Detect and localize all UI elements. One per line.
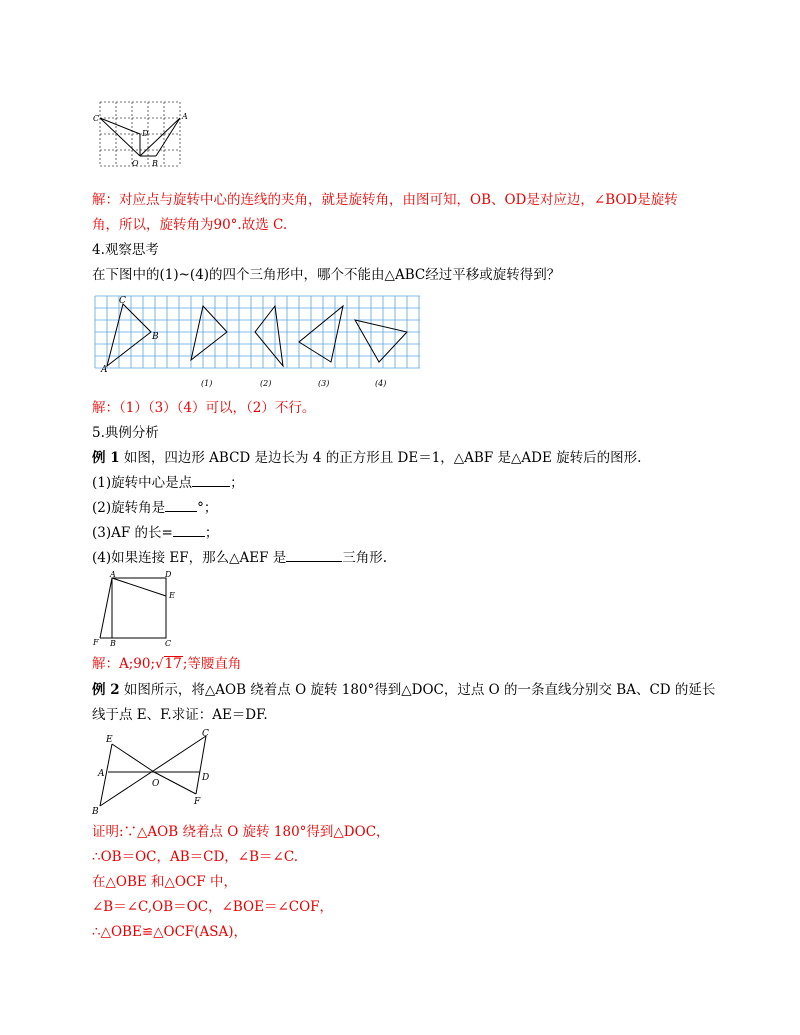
section-4-answer: 解：（1）（3）（4）可以，（2）不行。 <box>92 400 316 416</box>
fig3-label-e: E <box>169 591 175 600</box>
square-abcd-figure <box>92 572 192 652</box>
question-3-text: (3)AF 的长= <box>92 525 173 541</box>
question-1-text: (1)旋转中心是点 <box>92 475 193 491</box>
answer-blank-1[interactable] <box>192 474 230 487</box>
fig4-label-e: E <box>106 735 113 745</box>
example-1-label: 例 1 <box>92 450 120 466</box>
fig1-label-o: O <box>132 159 139 168</box>
fig3-label-f: F <box>93 638 99 647</box>
caption-4: (4) <box>375 379 387 388</box>
example-2-statement-line2: 线于点 E、F.求证：AE＝DF. <box>92 707 268 723</box>
proof-line-2: ∴OB＝OC，AB＝CD，∠B＝∠C. <box>92 849 298 865</box>
section-4-title: 4.观察思考 <box>92 242 159 258</box>
fig3-label-c: C <box>165 639 172 648</box>
fig2-label-a: A <box>101 365 108 375</box>
question-4-end: 三角形. <box>342 550 388 566</box>
question-4-text: (4)如果连接 EF，那么△AEF 是 <box>92 550 287 566</box>
proof-line-3: 在△OBE 和△OCF 中， <box>92 874 237 890</box>
fig4-label-a: A <box>98 769 105 779</box>
example-1-answer <box>92 655 241 673</box>
example-2-label: 例 2 <box>92 682 120 698</box>
section-4-question: 在下图中的(1)~(4)的四个三角形中，哪个不能由△ABC经过平移或旋转得到？ <box>92 267 561 283</box>
caption-3: (3) <box>318 379 330 388</box>
bowtie-figure <box>92 728 222 816</box>
question-1 <box>92 474 244 492</box>
fig3-label-b: B <box>110 639 116 648</box>
proof-line-5: ∴△OBE≌△OCF(ASA)， <box>92 924 248 940</box>
question-3-end: ； <box>204 525 219 541</box>
proof-line-1: 证明:∵△AOB 绕着点 O 旋转 180°得到△DOC， <box>92 824 390 840</box>
fig4-label-c: C <box>202 729 209 739</box>
question-4 <box>92 549 387 567</box>
example-1-text: 如图，四边形 ABCD 是边长为 4 的正方形且 DE＝1，△ABF 是△ADE 旋转后的图形. <box>123 450 642 466</box>
section-5-title: 5.典例分析 <box>92 425 159 441</box>
fig3-label-a: A <box>110 570 116 579</box>
example-1-answer-text: 解：A;90; <box>92 656 156 672</box>
fig4-label-d: D <box>202 773 210 783</box>
sqrt-symbol: √ <box>155 656 164 672</box>
example-1-answer-end: ;等腰直角 <box>182 656 242 672</box>
fig2-label-c: C <box>119 296 126 306</box>
fig1-label-d: D <box>142 129 149 138</box>
answer-blank-3[interactable] <box>173 524 205 537</box>
example-2-text: 如图所示，将△AOB 绕着点 O 旋转 180°得到△DOC，过点 O 的一条直线分别交 BA、CD 的延长 <box>123 682 716 698</box>
answer-blank-4[interactable] <box>286 549 342 562</box>
question-2-end: °； <box>197 500 218 516</box>
fig3-label-d: D <box>165 570 172 579</box>
fig1-label-b: B <box>152 159 158 168</box>
solution-1-line1: 解：对应点与旋转中心的连线的夹角，就是旋转角，由图可知，OB、OD是对应边，∠BOD是旋转 <box>92 192 678 208</box>
fig4-label-b: B <box>92 807 99 817</box>
rotation-grid-figure <box>92 100 192 175</box>
caption-1: (1) <box>201 379 213 388</box>
example-1-statement <box>92 449 641 467</box>
fig4-label-f: F <box>194 797 201 807</box>
question-3 <box>92 524 218 542</box>
proof-line-4: ∠B＝∠C,OB＝OC，∠BOE＝∠COF， <box>92 899 334 915</box>
fig4-label-o: O <box>152 779 160 789</box>
fig1-label-c: C <box>93 114 100 123</box>
solution-1-line2: 角，所以，旋转角为90°.故选 C. <box>92 217 288 233</box>
question-2-text: (2)旋转角是 <box>92 500 166 516</box>
question-1-end: ； <box>230 475 244 491</box>
triangle-grid-figure <box>95 292 425 392</box>
fig2-label-b: B <box>152 332 159 342</box>
sqrt-value: 17 <box>164 656 182 672</box>
example-2-statement-line1 <box>92 681 715 699</box>
question-2 <box>92 499 217 517</box>
caption-2: (2) <box>260 379 272 388</box>
answer-blank-2[interactable] <box>165 499 197 512</box>
fig1-label-a: A <box>182 112 188 121</box>
